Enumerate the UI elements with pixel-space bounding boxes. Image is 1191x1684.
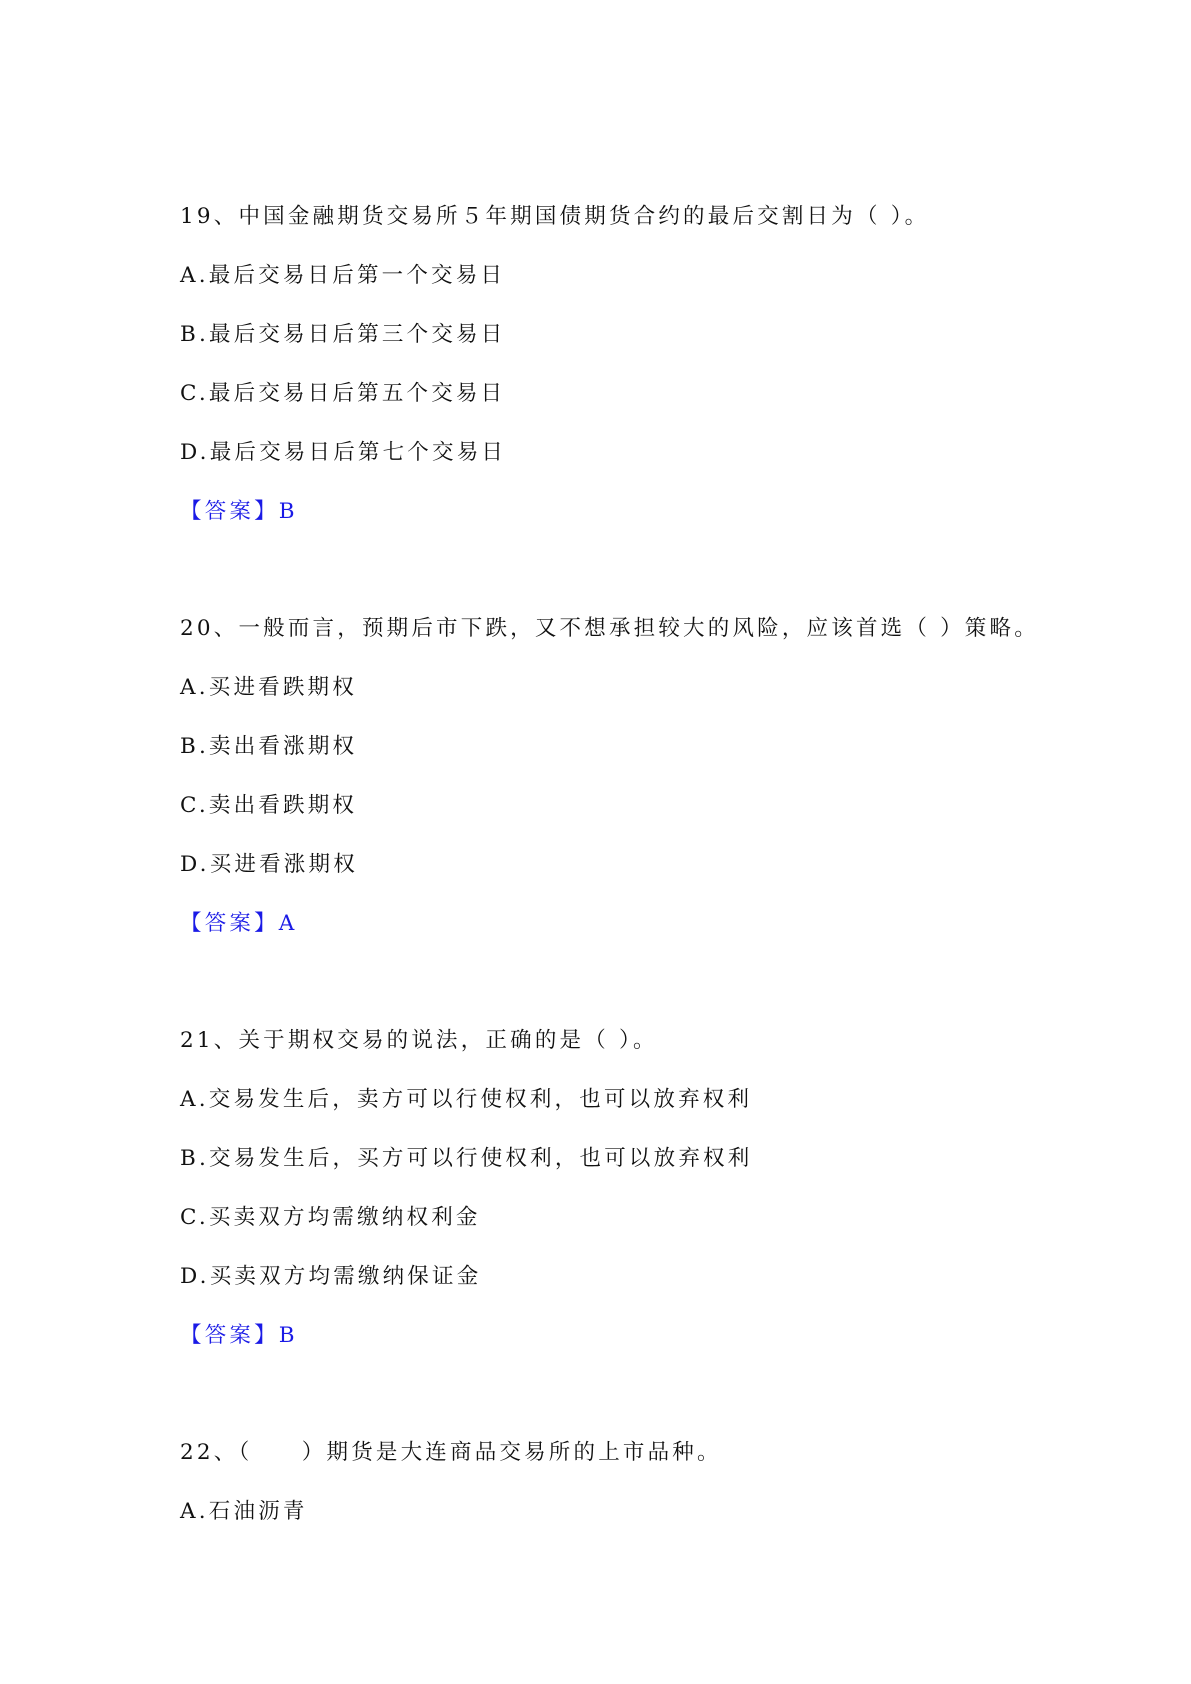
question-20-option-c: C.卖出看跌期权 (180, 793, 358, 818)
question-21-option-c: C.买卖双方均需缴纳权利金 (180, 1205, 481, 1230)
question-19-option-b: B.最后交易日后第三个交易日 (180, 322, 506, 347)
question-21-stem: 21、关于期权交易的说法，正确的是（ ）。 (180, 1028, 658, 1053)
question-22-option-a: A.石油沥青 (180, 1499, 308, 1524)
question-19-answer: 【答案】B (180, 499, 298, 524)
question-19-option-a: A.最后交易日后第一个交易日 (180, 263, 506, 288)
question-20-option-d: D.买进看涨期权 (180, 852, 358, 877)
question-19-option-c: C.最后交易日后第五个交易日 (180, 381, 506, 406)
question-20-answer: 【答案】A (180, 911, 298, 936)
question-22-stem: 22、（ ）期货是大连商品交易所的上市品种。 (180, 1440, 722, 1465)
question-20-option-b: B.卖出看涨期权 (180, 734, 358, 759)
question-21-answer: 【答案】B (180, 1323, 298, 1348)
question-21-option-b: B.交易发生后，买方可以行使权利，也可以放弃权利 (180, 1146, 753, 1171)
question-21-option-d: D.买卖双方均需缴纳保证金 (180, 1264, 482, 1289)
question-21-option-a: A.交易发生后，卖方可以行使权利，也可以放弃权利 (180, 1087, 753, 1112)
question-20-stem: 20、一般而言，预期后市下跌，又不想承担较大的风险，应该首选（ ）策略。 (180, 616, 1039, 641)
question-19-option-d: D.最后交易日后第七个交易日 (180, 440, 507, 465)
question-19-stem: 19、中国金融期货交易所５年期国债期货合约的最后交割日为（ ）。 (180, 204, 930, 229)
question-20-option-a: A.买进看跌期权 (180, 675, 357, 700)
